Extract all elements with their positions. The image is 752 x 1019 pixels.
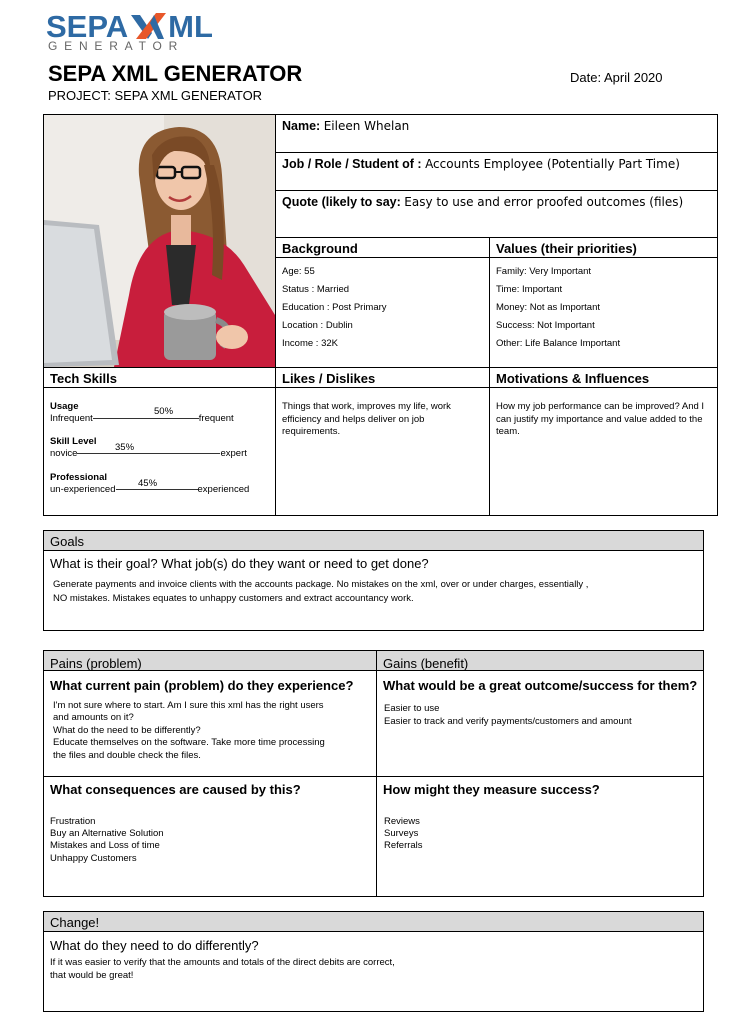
usage-label: Usage: [50, 401, 79, 412]
goals-question: What is their goal? What job(s) do they want or need to get done?: [50, 556, 429, 571]
pains-line: Educate themselves on the software. Take more time processing: [53, 737, 325, 748]
professional-scale: un-experienced experienced: [50, 484, 250, 495]
change-question: What do they need to do differently?: [50, 938, 259, 953]
usage-pct: 50%: [154, 406, 174, 417]
pains-line: I'm not sure where to start. Am I sure this xml has the right users: [53, 700, 324, 711]
pains-line: the files and double check the files.: [53, 750, 201, 761]
page-title: SEPA XML GENERATOR: [48, 61, 303, 86]
name-value: Eileen Whelan: [323, 119, 410, 133]
values-money: Money: Not as Important: [496, 302, 601, 313]
project-label: PROJECT: SEPA XML GENERATOR: [48, 88, 263, 103]
logo-subtitle: GENERATOR: [48, 39, 185, 53]
skill-level-label: Skill Level: [50, 436, 97, 447]
logo-text-left: SEPA: [46, 9, 129, 44]
change-text-line2: that would be great!: [50, 970, 134, 981]
motivations-heading: Motivations & Influences: [496, 371, 650, 386]
consequence-item: Buy an Alternative Solution: [50, 828, 164, 839]
values-heading: Values (their priorities): [496, 241, 637, 256]
persona-photo-illustration: [44, 115, 275, 367]
usage-scale: Infrequent frequent: [50, 413, 234, 424]
background-education: Education : Post Primary: [282, 302, 387, 313]
background-status: Status : Married: [282, 284, 350, 295]
skill-level-pct: 35%: [115, 442, 135, 453]
likes-heading: Likes / Dislikes: [282, 371, 376, 386]
goals-heading: Goals: [50, 534, 84, 549]
consequence-item: Unhappy Customers: [50, 853, 137, 864]
measure-item: Reviews: [384, 816, 420, 827]
background-age: Age: 55: [282, 266, 315, 277]
job-value: Accounts Employee (Potentially Part Time): [425, 157, 680, 171]
quote-value: Easy to use and error proofed outcomes (files): [404, 195, 684, 209]
goals-text-line1: Generate payments and invoice clients with the accounts package. No mistakes on the xml, over or under charges, essentially ,: [53, 579, 589, 590]
gains-heading: Gains (benefit): [383, 656, 469, 671]
measure-item: Surveys: [384, 828, 419, 839]
consequence-item: Frustration: [50, 816, 96, 827]
logo-x-icon: [128, 11, 168, 41]
change-heading: Change!: [50, 915, 100, 930]
quote-field: Quote (likely to say: Easy to use and error proofed outcomes (files): [282, 195, 684, 209]
logo-text-right: ML: [168, 9, 213, 44]
values-success: Success: Not Important: [496, 320, 595, 331]
values-other: Other: Life Balance Important: [496, 338, 621, 349]
skill-level-scale: novice expert: [50, 448, 247, 459]
values-time: Time: Important: [496, 284, 563, 295]
goals-text-line2: NO mistakes. Mistakes equates to unhappy customers and extract accountancy work.: [53, 593, 414, 604]
change-text-line1: If it was easier to verify that the amounts and totals of the direct debits are correct,: [50, 957, 395, 968]
name-field: Name: Eileen Whelan: [282, 119, 410, 133]
background-heading: Background: [282, 241, 358, 256]
background-income: Income : 32K: [282, 338, 338, 349]
professional-label: Professional: [50, 472, 108, 483]
persona-photo: [44, 115, 275, 367]
values-family: Family: Very Important: [496, 266, 592, 277]
gains-line: Easier to track and verify payments/customers and amount: [384, 716, 632, 727]
pains-line: What do the need to be differently?: [53, 725, 201, 736]
gains-line: Easier to use: [384, 703, 440, 714]
pains-heading: Pains (problem): [50, 656, 142, 671]
job-field: Job / Role / Student of : Accounts Employee (Potentially Part Time): [282, 157, 680, 171]
measure-question: How might they measure success?: [383, 782, 600, 797]
date-label: Date: April 2020: [570, 70, 663, 85]
consequences-question: What consequences are caused by this?: [50, 782, 301, 797]
pains-line: and amounts on it?: [53, 712, 134, 723]
motivations-text: How my job performance can be improved? And I can justify my importance and value added to the team.: [496, 401, 705, 437]
pains-question: What current pain (problem) do they experience?: [50, 678, 354, 693]
professional-pct: 45%: [138, 478, 158, 489]
measure-item: Referrals: [384, 840, 423, 851]
tech-skills-heading: Tech Skills: [50, 371, 117, 386]
consequence-item: Mistakes and Loss of time: [50, 840, 160, 851]
likes-text: Things that work, improves my life, work efficiency and helps deliver on job requirements.: [282, 401, 451, 437]
background-location: Location : Dublin: [282, 320, 353, 331]
gains-question: What would be a great outcome/success for them?: [383, 678, 698, 693]
